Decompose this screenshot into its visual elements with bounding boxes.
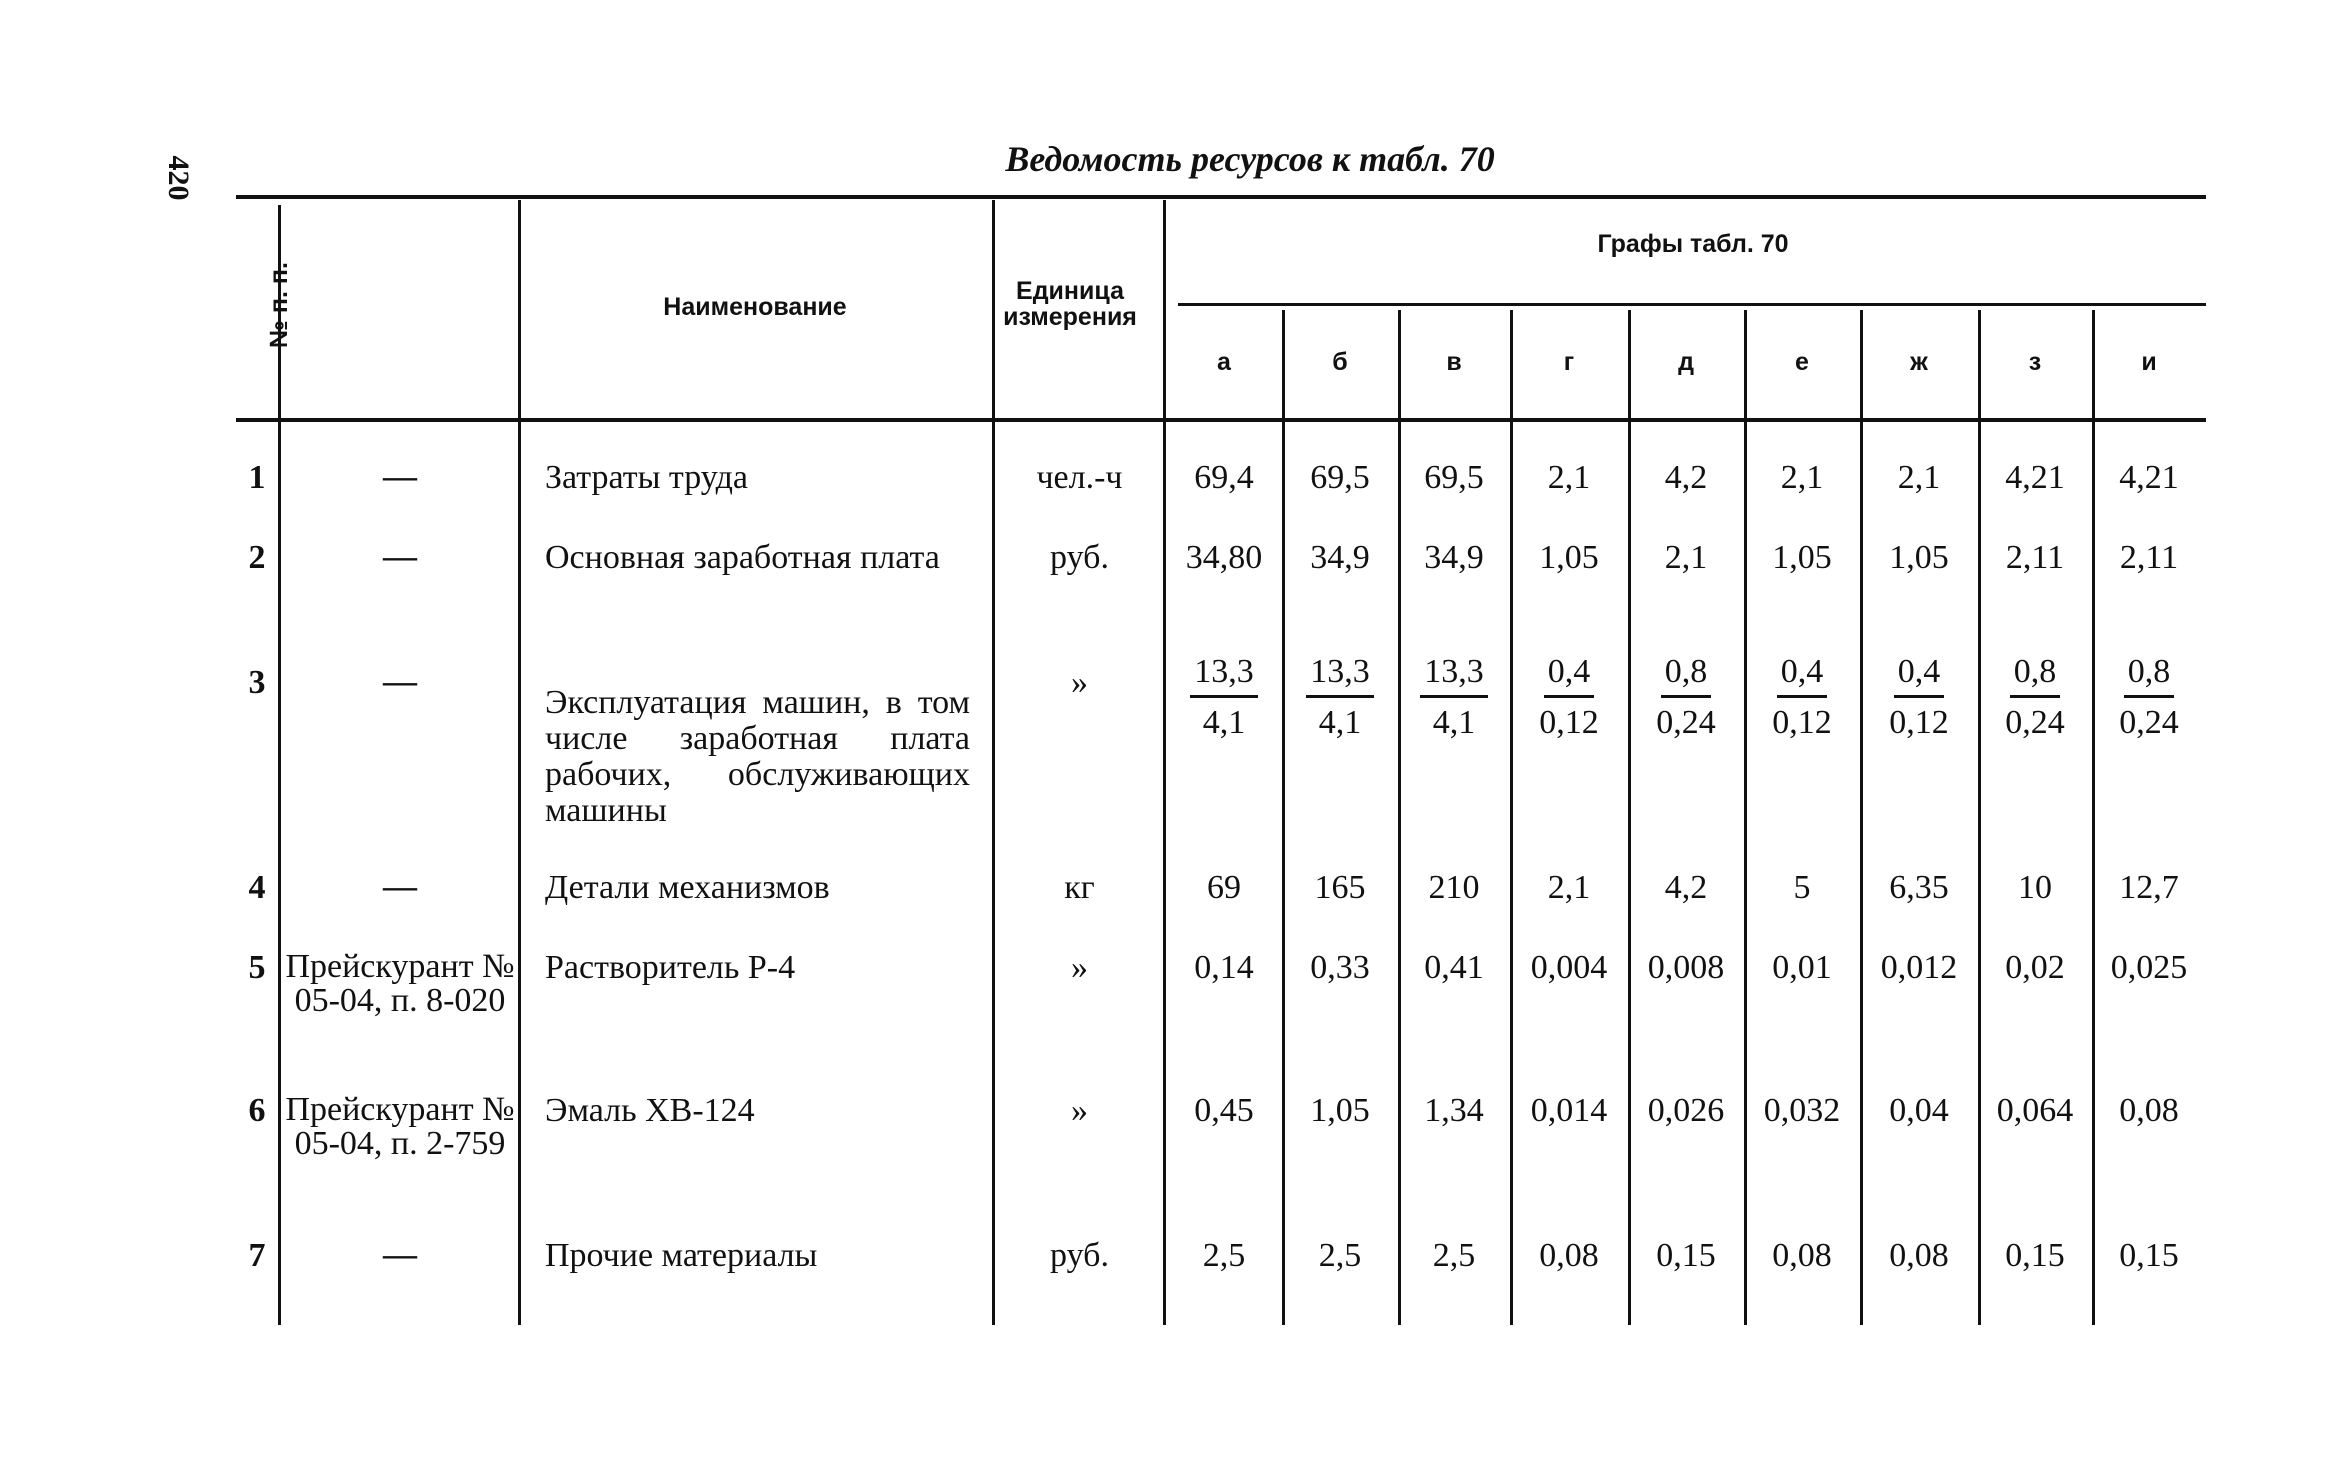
column-header: г [1563,348,1575,376]
fraction-cell [1398,653,1510,742]
value-cell: 2,11 [2119,539,2179,576]
fraction-denominator: 0,12 [1772,704,1832,741]
fraction-numerator: 0,4 [1544,653,1595,698]
column-header: б [1332,348,1348,376]
row-reference: — [383,868,417,905]
fraction-numerator: 0,8 [2124,653,2175,698]
row-number: 1 [248,459,266,496]
row-unit: руб. [1050,539,1109,576]
value-cell: 0,08 [1889,1237,1949,1274]
value-cell: 0,02 [2005,949,2065,986]
value-cell: 0,026 [1647,1092,1725,1129]
row-unit: » [1071,949,1088,986]
fraction-numerator: 13,3 [1190,653,1258,698]
row-unit: чел.-ч [1036,459,1123,496]
value-cell: 2,1 [1664,539,1708,576]
row-name: Эмаль ХВ-124 [545,1092,755,1129]
value-cell: 69,5 [1424,459,1484,496]
row-name: Растворитель Р-4 [545,949,796,986]
header-name: Наименование [663,293,847,321]
fraction-denominator: 0,24 [2005,704,2065,741]
value-cell: 4,2 [1664,869,1708,906]
value-cell: 12,7 [2119,869,2179,906]
value-cell: 0,032 [1763,1092,1841,1129]
fraction-cell [1510,653,1628,742]
row-reference: — [383,663,417,700]
value-cell: 0,33 [1310,949,1370,986]
page-number: 420 [162,155,195,201]
value-cell: 6,35 [1889,869,1949,906]
value-cell: 4,2 [1664,459,1708,496]
value-cell: 34,9 [1424,539,1484,576]
header-bottom-rule [236,418,2206,422]
value-cell: 69,5 [1310,459,1370,496]
fraction-denominator: 4,1 [1202,704,1246,741]
value-cell: 1,05 [1889,539,1949,576]
value-cell: 10 [2018,869,2052,906]
value-cell: 5 [1793,869,1811,906]
value-cell: 0,004 [1530,949,1608,986]
row-number: 5 [248,949,266,986]
value-cell: 2,5 [1318,1237,1362,1274]
fraction-denominator: 0,12 [1889,704,1949,741]
value-cell: 34,80 [1185,539,1263,576]
value-cell: 165 [1314,869,1366,906]
value-cell: 0,08 [1539,1237,1599,1274]
fraction-denominator: 0,12 [1539,704,1599,741]
column-header: а [1217,348,1231,376]
row-name: Прочие материалы [545,1237,818,1274]
value-cell: 0,064 [1996,1092,2074,1129]
value-cell: 0,15 [1656,1237,1716,1274]
value-cell: 34,9 [1310,539,1370,576]
row-reference: — [383,1236,417,1273]
fraction-denominator: 0,24 [1656,704,1716,741]
row-number: 6 [248,1092,266,1129]
row-name: Основная заработная плата [545,539,940,576]
value-cell: 0,04 [1889,1092,1949,1129]
row-number: 2 [248,539,266,576]
row-unit: руб. [1050,1237,1109,1274]
fraction-cell [2092,653,2206,742]
value-cell: 2,1 [1780,459,1824,496]
value-cell: 2,11 [2005,539,2065,576]
fraction-denominator: 4,1 [1318,704,1362,741]
value-cell: 0,15 [2005,1237,2065,1274]
value-cell: 0,14 [1194,949,1254,986]
col-divider [992,200,995,1325]
row-reference: — [383,538,417,575]
fraction-numerator: 0,8 [2010,653,2061,698]
row-unit: » [1071,1092,1088,1129]
fraction-numerator: 13,3 [1306,653,1374,698]
value-cell: 1,34 [1424,1092,1484,1129]
fraction-numerator: 13,3 [1420,653,1488,698]
fraction-cell [1282,653,1398,742]
value-cell: 2,1 [1547,869,1591,906]
row-number: 4 [248,869,266,906]
fraction-numerator: 0,4 [1777,653,1828,698]
fraction-cell [1744,653,1860,742]
row-reference: — [383,458,417,495]
fraction-numerator: 0,8 [1661,653,1712,698]
fraction-denominator: 4,1 [1432,704,1476,741]
value-cell: 69 [1207,869,1241,906]
value-cell: 1,05 [1310,1092,1370,1129]
value-cell: 4,21 [2119,459,2179,496]
row-unit: » [1071,664,1088,701]
col-divider [518,200,521,1325]
value-cell: 0,08 [2119,1092,2179,1129]
value-cell: 0,45 [1194,1092,1254,1129]
value-cell: 0,012 [1880,949,1958,986]
fraction-cell [1860,653,1978,742]
row-reference: Прейскурант № 05-04, п. 2-759 [285,1091,515,1162]
column-header: в [1446,348,1462,376]
row-number: 7 [248,1237,266,1274]
row-name: Детали механизмов [545,869,830,906]
value-cell: 2,5 [1432,1237,1476,1274]
value-cell: 4,21 [2005,459,2065,496]
column-header: з [2028,348,2042,376]
row-number: 3 [248,664,266,701]
header-graphs: Графы табл. 70 [1597,230,1789,258]
header-num: № п. п. [265,262,293,348]
fraction-cell [1628,653,1744,742]
fraction-numerator: 0,4 [1894,653,1945,698]
value-cell: 69,4 [1194,459,1254,496]
value-cell: 1,05 [1539,539,1599,576]
value-cell: 0,08 [1772,1237,1832,1274]
row-name: Эксплуатация машин, в том числе заработная плата рабочих, обслуживающих машины [545,684,970,829]
value-cell: 0,025 [2110,949,2188,986]
column-header: и [2141,348,2157,376]
value-cell: 0,008 [1647,949,1725,986]
value-cell: 0,01 [1772,949,1832,986]
row-reference: Прейскурант № 05-04, п. 8-020 [285,948,515,1019]
table-title: Ведомость ресурсов к табл. 70 [1005,139,1495,179]
value-cell: 1,05 [1772,539,1832,576]
graphs-rule [1178,303,2206,306]
fraction-cell [1978,653,2092,742]
column-header: е [1795,348,1809,376]
value-cell: 0,41 [1424,949,1484,986]
value-cell: 2,1 [1547,459,1591,496]
column-header: ж [1910,348,1928,376]
value-cell: 0,15 [2119,1237,2179,1274]
fraction-cell [1166,653,1282,742]
col-divider [278,205,281,1325]
value-cell: 2,5 [1202,1237,1246,1274]
fraction-denominator: 0,24 [2119,704,2179,741]
value-cell: 0,014 [1530,1092,1608,1129]
row-name: Затраты труда [545,459,749,496]
top-rule [236,195,2206,199]
column-header: д [1678,348,1694,376]
value-cell: 210 [1428,869,1480,906]
row-unit: кг [1064,869,1095,906]
header-unit: Единица измерения [1003,277,1137,331]
value-cell: 2,1 [1897,459,1941,496]
